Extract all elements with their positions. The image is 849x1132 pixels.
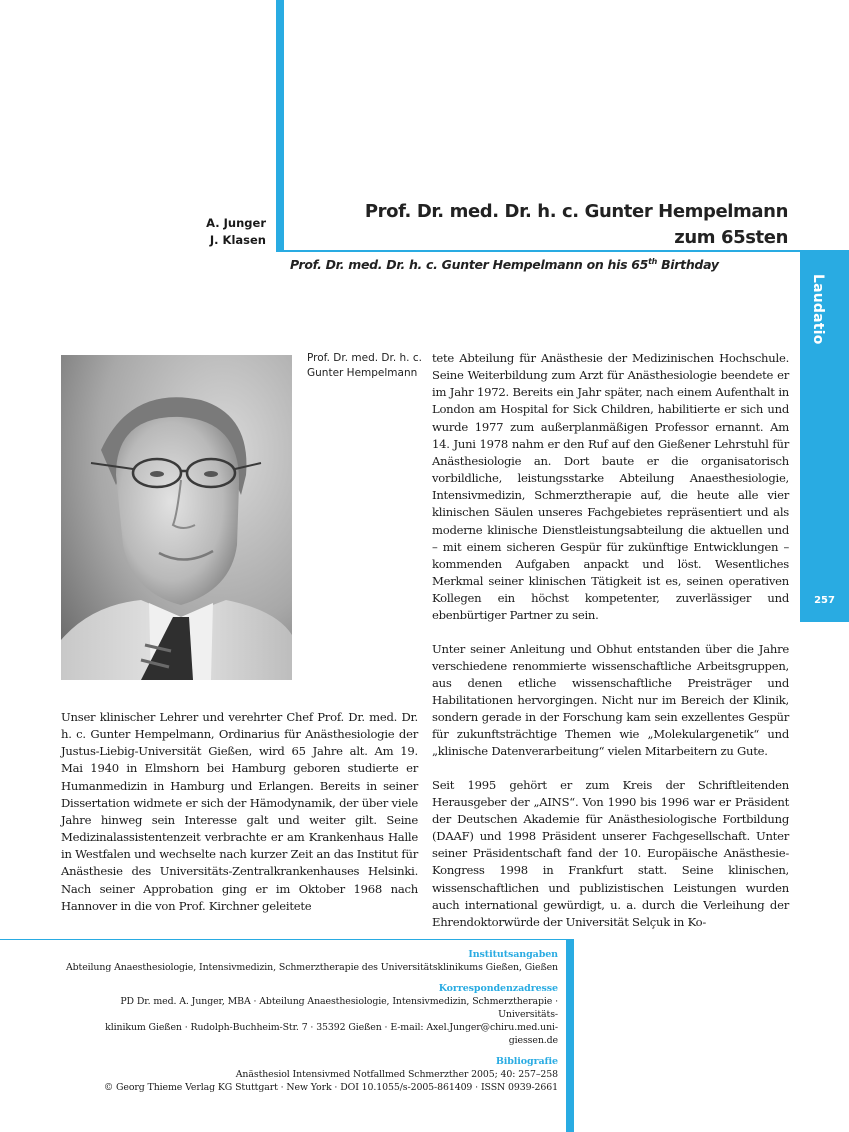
caption-line: Prof. Dr. med. Dr. h. c. xyxy=(307,352,422,364)
article-subtitle xyxy=(290,257,719,272)
author-list xyxy=(206,215,266,249)
body-paragraph: Unter seiner Anleitung und Obhut entstanden über die Jahre verschiedene renommierte wissenschaftliche Arbeitsgruppen, aus denen etliche wissenschaftliche Preisträger und Habilitationen hervorgingen. Nicht nur im Bereich der Klinik, sondern gerade in der Forschung kam sein exzellentes Gespür für zukunftsträchtige Themen wie „Molekulargenetik“ und „klinische Datenverarbeitung“ vielen Mitarbeitern zu Gute. xyxy=(432,641,789,759)
bibliography-line: Anästhesiol Intensivmed Notfallmed Schmerzther 2005; 40: 257–258 xyxy=(235,1069,558,1080)
author-name: A. Junger xyxy=(206,216,266,230)
bibliography-line: © Georg Thieme Verlag KG Stuttgart · New York · DOI 10.1055/s-2005-861409 · ISSN 0939-2661 xyxy=(103,1082,558,1093)
subtitle-text: Prof. Dr. med. Dr. h. c. Gunter Hempelmann on his 65 xyxy=(290,257,649,273)
subtitle-text-end: Birthday xyxy=(657,257,719,273)
article-info xyxy=(60,948,558,1102)
correspondence-line: klinikum Gießen · Rudolph-Buchheim-Str. 7 · 35392 Gießen · E-mail: Axel.Junger@chiru.med.uni-giessen.de xyxy=(105,1022,558,1046)
correspondence-heading: Korrespondenzadresse xyxy=(438,983,558,994)
author-name: J. Klasen xyxy=(209,233,266,247)
section-tab xyxy=(800,252,849,622)
portrait-photo xyxy=(61,355,292,680)
body-paragraph: Unser klinischer Lehrer und verehrter Chef Prof. Dr. med. Dr. h. c. Gunter Hempelmann, Ordinarius für Anästhesiologie der Justus-Liebig-Universität Gießen, wird 65 Jahre alt. Am 19. Mai 1940 in Elmshorn bei Hamburg geboren studierte er Humanmedizin in Hamburg und Erlangen. Bereits in seiner Dissertation widmete er sich der Hämodynamik, der über viele Jahre hinweg sein Interesse galt und weiter gilt. Seine Medizinalassistentenzeit verbrachte er am Krankenhaus Halle in Westfalen und wechselte nach kurzer Zeit an das Institut für Anästhesie des Universitäts-Zentralkrankenhauses Helsinki. Nach seiner Approbation ging er im Oktober 1968 nach Hannover in die von Prof. Kirchner geleitete xyxy=(61,710,418,913)
body-column-right xyxy=(432,350,789,947)
bibliography-block xyxy=(60,1055,558,1094)
page-number: 257 xyxy=(814,595,835,606)
subtitle-superscript: th xyxy=(648,257,658,266)
body-column-left xyxy=(61,709,418,931)
institution-heading: Institutsangaben xyxy=(468,949,558,960)
correspondence-block xyxy=(60,982,558,1047)
bibliography-heading: Bibliografie xyxy=(495,1056,558,1067)
institution-text: Abteilung Anaesthesiologie, Intensivmedizin, Schmerztherapie des Universitätsklinikums Gießen, Gießen xyxy=(65,962,558,973)
body-paragraph: Seit 1995 gehört er zum Kreis der Schriftleitenden Herausgeber der „AINS“. Von 1990 bis 1996 war er Präsident der Deutschen Akademie für Anästhesiologische Fortbildung (DAAF) und 1998 Präsident unserer Fachgesellschaft. Unter seiner Präsidentschaft fand der 10. Europäische Anästhesie-Kongress 1998 in Frankfurt statt. Seine klinischen, wissenschaftlichen und publizistischen Leistungen wurden auch international gewürdigt, u. a. durch die Verleihung der Ehrendoktorwürde der Universität Selçuk in Ko- xyxy=(432,777,789,929)
accent-bar-footer xyxy=(566,939,574,1132)
body-paragraph: tete Abteilung für Anästhesie der Medizinischen Hochschule. Seine Weiterbildung zum Arzt für Anästhesiologie beendete er im Jahr 1972. Bereits ein Jahr später, nach einem Aufenthalt in London am Hospital for Sick Children, habilitierte er sich und wurde 1977 zum außerplanmäßigen Professor ernannt. Am 14. Juni 1978 nahm er den Ruf auf den Gießener Lehrstuhl für Anästhesiologie an. Dort baute er die organisatorisch vorbildliche, leistungsstarke Abteilung Anaesthesiologie, Intensivmedizin, Schmerztherapie auf, die heute alle vier klinischen Säulen unseres Fachgebietes repräsentiert und als moderne klinische Dienstleistungsabteilung die aktuellen und – mit einem sicheren Gespür für zukünftige Entwicklungen – kommenden Aufgaben anpackt und löst. Wesentliches Merkmal seiner klinischen Tätigkeit ist es, seinen operativen Kollegen ein höchst kompetenter, zuverlässiger und ebenbürtiger Partner zu sein. xyxy=(432,351,789,623)
title-line: Prof. Dr. med. Dr. h. c. Gunter Hempelmann xyxy=(364,201,788,222)
section-tab-label: Laudatio xyxy=(810,274,826,345)
correspondence-line: PD Dr. med. A. Junger, MBA · Abteilung Anaesthesiologie, Intensivmedizin, Schmerztherapie · Universitäts- xyxy=(120,996,558,1020)
article-title xyxy=(365,199,788,251)
institution-block xyxy=(60,948,558,974)
title-line: zum 65sten xyxy=(674,227,788,248)
accent-bar-top xyxy=(276,0,284,250)
caption-line: Gunter Hempelmann xyxy=(307,367,418,379)
photo-caption xyxy=(307,351,422,381)
